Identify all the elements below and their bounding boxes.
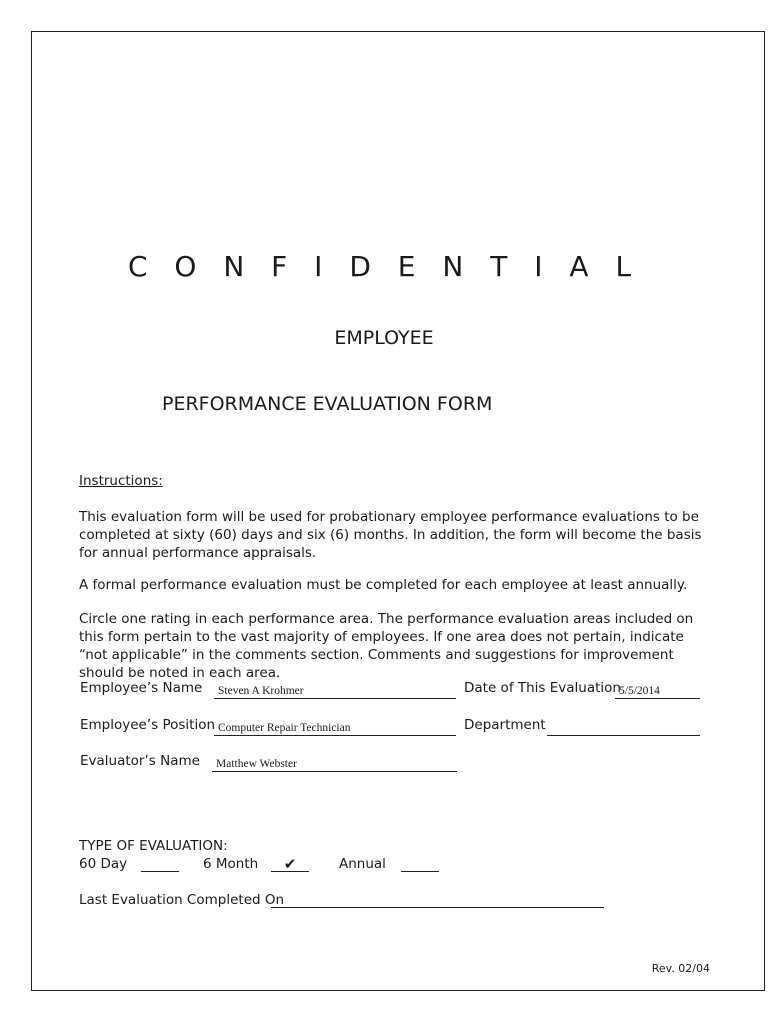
instructions-paragraph-1: This evaluation form will be used for probationary employee performance evaluations to be completed at sixty (60) days and six (6) months. In addition, the form will become the basis for annual performance appraisals. bbox=[79, 509, 702, 561]
instructions-heading: Instructions: bbox=[79, 473, 163, 489]
last-evaluation-label: Last Evaluation Completed On bbox=[79, 892, 285, 908]
date-label: Date of This Evaluation bbox=[464, 680, 621, 696]
option-annual-label: Annual bbox=[339, 856, 386, 872]
instructions-paragraph-3: Circle one rating in each performance area. The performance evaluation areas included on this form pertain to the vast majority of employees. If one area does not pertain, indicate “not applicable” in the comments section. Comments and suggestions for improvement should be noted in each area. bbox=[79, 611, 694, 681]
option-annual-blank[interactable] bbox=[401, 857, 439, 872]
position-label: Employee’s Position bbox=[80, 717, 216, 733]
option-60-day-label: 60 Day bbox=[79, 856, 128, 872]
option-6-month-blank[interactable] bbox=[271, 857, 309, 872]
employee-name-label: Employee’s Name bbox=[80, 680, 203, 696]
evaluator-label: Evaluator’s Name bbox=[80, 753, 200, 769]
evaluation-type-heading: TYPE OF EVALUATION: bbox=[79, 838, 228, 854]
confidential-heading: C O N F I D E N T I A L bbox=[127, 250, 641, 283]
option-60-day-blank[interactable] bbox=[141, 857, 179, 872]
revision-label: Rev. 02/04 bbox=[651, 962, 710, 975]
position-field[interactable]: Computer Repair Technician bbox=[214, 720, 456, 736]
form-title: PERFORMANCE EVALUATION FORM bbox=[162, 393, 493, 415]
option-6-month-label: 6 Month bbox=[203, 856, 259, 872]
date-field[interactable]: 5/5/2014 bbox=[615, 683, 700, 699]
last-evaluation-field[interactable] bbox=[271, 893, 604, 908]
checkmark-icon: ✔ bbox=[283, 855, 297, 873]
evaluator-field[interactable]: Matthew Webster bbox=[212, 756, 457, 772]
employee-heading: EMPLOYEE bbox=[334, 327, 434, 349]
employee-name-field[interactable]: Steven A Krohmer bbox=[214, 683, 456, 699]
department-label: Department bbox=[464, 717, 546, 733]
department-field[interactable] bbox=[547, 720, 700, 736]
instructions-paragraph-2: A formal performance evaluation must be completed for each employee at least annually. bbox=[79, 577, 688, 593]
